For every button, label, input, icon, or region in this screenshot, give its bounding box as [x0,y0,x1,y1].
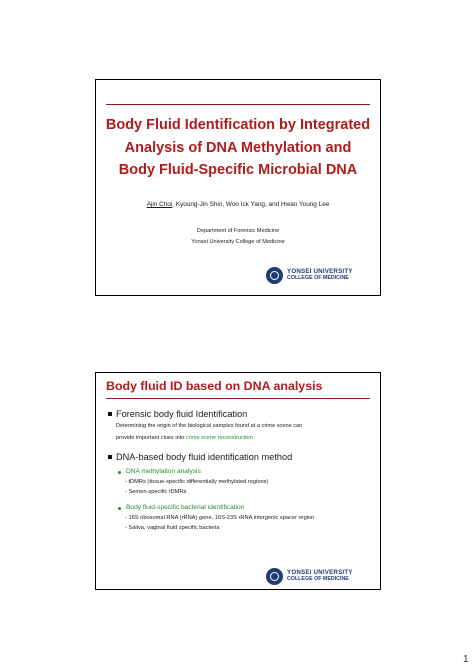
top-rule [106,104,370,105]
university-logo [266,566,362,586]
section-heading-text: Forensic body fluid Identification [116,409,248,419]
sub-item-label: DNA methylation analysis [126,468,201,475]
title-line-2: Analysis of DNA Methylation and [124,139,352,156]
title-line-3: Body Fluid-Specific Microbial DNA [118,162,358,178]
title-line-1: Body Fluid Identification by Integrated [105,117,371,133]
sub-item-detail: - Saliva, vaginal fluid specific bacteria [125,525,220,531]
paragraph-line-1: Determining the origin of the biological samples found at a crime scene can [116,423,303,429]
paragraph-line-2 [116,433,372,445]
square-bullet-icon [108,412,112,416]
author-list [96,201,380,208]
university-logo [266,265,362,285]
co-authors: , Kyoung-Jin Shin, Woo Ick Yang, and Hwan Young Lee [172,201,330,208]
slide-body [106,408,372,533]
slide-title: Body fluid ID based on DNA analysis [106,379,323,393]
highlighted-phrase: crime scene reconstruction [185,434,253,441]
sub-item-label: Body fluid-specific bacterial identification [126,504,245,511]
paragraph-line-2-text: provide important clues into [116,434,186,441]
logo-university-name: YONSEI UNIVERSITY [287,568,353,576]
sub-item [106,467,372,477]
round-bullet-icon [118,471,121,474]
title-rule [106,398,370,399]
sub-item-detail: - Semen-specific tDMRs [125,489,187,495]
sub-item-detail: - 16S ribosomal RNA (rRNA) gene, 16S-23S rRNA intergenic spacer region [125,515,315,521]
logo-college-name: COLLEGE OF MEDICINE [287,576,349,582]
presentation-title [96,114,380,182]
logo-university-name: YONSEI UNIVERSITY [287,267,353,275]
section-heading [106,451,372,463]
affiliation-department: Department of Forensic Medicine [196,228,280,234]
section-heading [106,408,372,420]
title-slide [95,79,381,296]
affiliation [96,226,380,247]
section-heading-text: DNA-based body fluid identification method [116,452,293,462]
sub-item [106,503,372,513]
square-bullet-icon [108,455,112,459]
university-seal-icon [266,267,283,284]
logo-college-name: COLLEGE OF MEDICINE [287,275,349,281]
university-seal-icon [266,568,283,585]
round-bullet-icon [118,507,121,510]
presenting-author: Ajin Choi [146,201,173,208]
affiliation-college: Yonsei University College of Medicine [191,238,285,245]
section-paragraph [106,421,372,444]
sub-item-detail: - tDMRs (tissue-specific differentially methylated regions) [125,479,269,485]
content-slide [95,372,381,590]
page-number: 1 [463,654,469,665]
